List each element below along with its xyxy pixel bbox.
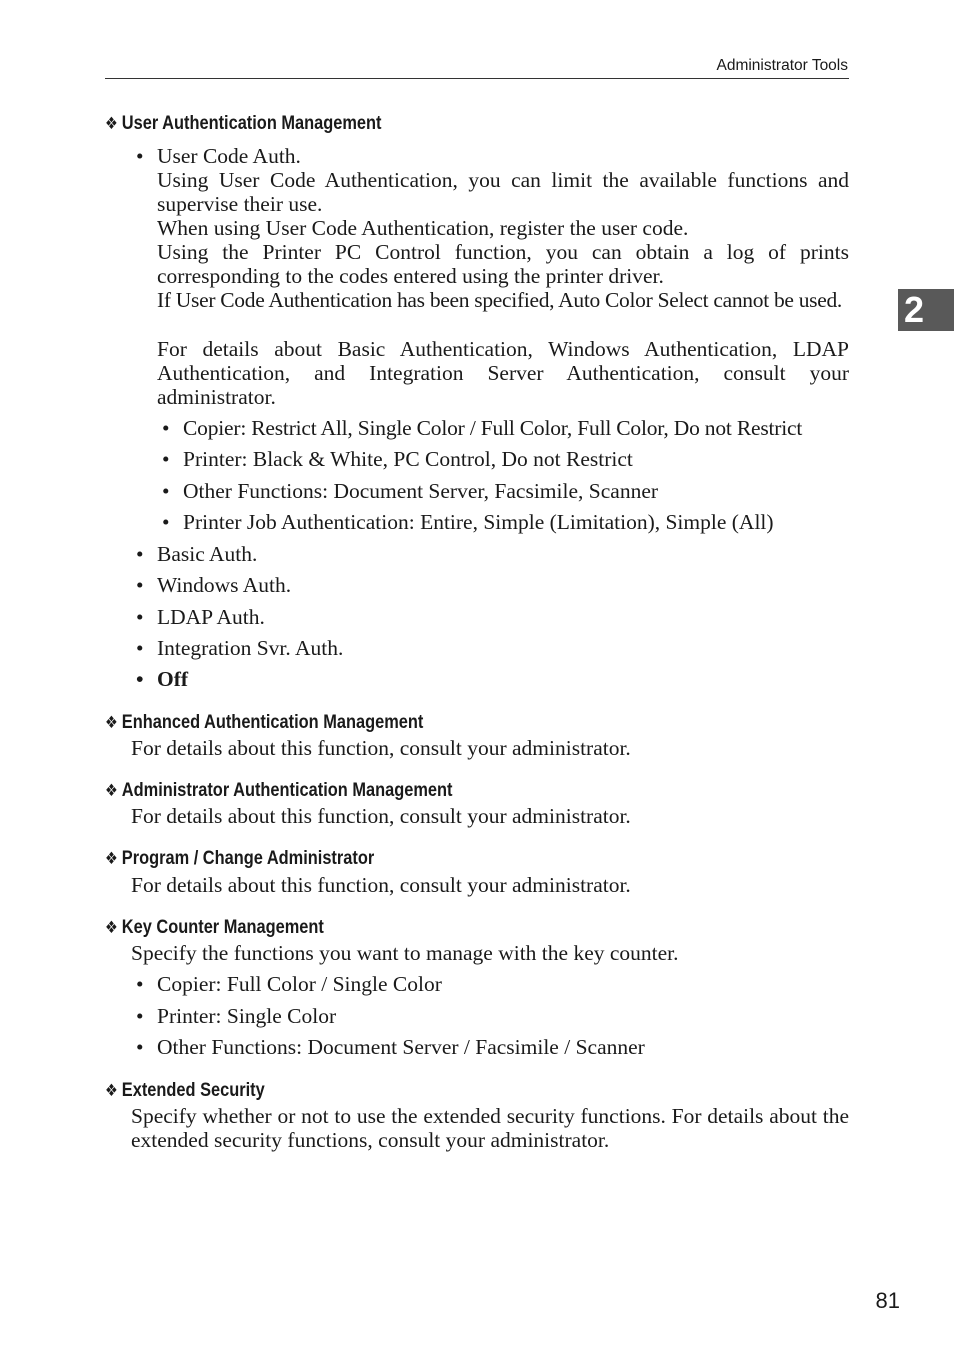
bullet-icon: • bbox=[136, 667, 144, 691]
running-header: Administrator Tools bbox=[716, 57, 848, 74]
bullet-icon: • bbox=[162, 479, 170, 503]
diamond-icon: ❖ bbox=[105, 918, 118, 937]
bullet-icon: • bbox=[162, 447, 170, 471]
diamond-icon: ❖ bbox=[105, 114, 118, 133]
bullet-icon: • bbox=[136, 1004, 144, 1028]
bullet-icon: • bbox=[136, 144, 144, 168]
section-title-extended-security: ❖ Extended Security bbox=[105, 1079, 265, 1101]
list-item: Integration Svr. Auth. bbox=[157, 636, 344, 660]
section-body: For details about this function, consult your administrator. bbox=[131, 804, 631, 828]
bullet-icon: • bbox=[162, 416, 170, 440]
section-body: For details about this function, consult your administrator. bbox=[131, 873, 631, 897]
paragraph: Using the Printer PC Control function, you can obtain a log of prints corresponding to the codes entered using the printer driver. bbox=[157, 240, 849, 288]
paragraph: When using User Code Authentication, register the user code. bbox=[157, 216, 689, 240]
section-title-program-admin: ❖ Program / Change Administrator bbox=[105, 847, 375, 869]
page-number: 81 bbox=[875, 1288, 900, 1313]
bullet-icon: • bbox=[136, 605, 144, 629]
bullet-icon: • bbox=[136, 573, 144, 597]
diamond-icon: ❖ bbox=[105, 849, 118, 868]
sub-list-item: Copier: Restrict All, Single Color / Full Color, Full Color, Do not Restrict bbox=[183, 416, 803, 440]
sub-list-item: Other Functions: Document Server, Facsimile, Scanner bbox=[183, 479, 659, 503]
header-rule bbox=[105, 78, 849, 79]
list-item-off: Off bbox=[157, 667, 189, 691]
paragraph: Using User Code Authentication, you can limit the available functions and supervise their use. bbox=[157, 168, 849, 216]
chapter-tab: 2 bbox=[898, 289, 954, 331]
section-body: Specify the functions you want to manage with the key counter. bbox=[131, 941, 679, 965]
list-item: Basic Auth. bbox=[157, 542, 258, 566]
diamond-icon: ❖ bbox=[105, 713, 118, 732]
bullet-icon: • bbox=[136, 542, 144, 566]
bullet-icon: • bbox=[136, 636, 144, 660]
paragraph: If User Code Authentication has been specified, Auto Color Select cannot be used. bbox=[157, 288, 843, 312]
bullet-icon: • bbox=[136, 1035, 144, 1059]
list-item: Printer: Single Color bbox=[157, 1004, 337, 1028]
bullet-icon: • bbox=[136, 972, 144, 996]
list-item: Windows Auth. bbox=[157, 573, 292, 597]
section-title-user-auth: ❖ User Authentication Management bbox=[105, 112, 382, 134]
list-item: Copier: Full Color / Single Color bbox=[157, 972, 442, 996]
section-title-admin-auth: ❖ Administrator Authentication Management bbox=[105, 779, 453, 801]
section-title-enhanced-auth: ❖ Enhanced Authentication Management bbox=[105, 711, 424, 733]
section-body: For details about this function, consult your administrator. bbox=[131, 736, 631, 760]
diamond-icon: ❖ bbox=[105, 1081, 118, 1100]
paragraph: For details about Basic Authentication, Windows Authentication, LDAP Authentication, and Integration Server Authentication, consult your administrator. bbox=[157, 337, 849, 409]
item-user-code-auth: User Code Auth. bbox=[157, 144, 301, 168]
bullet-icon: • bbox=[162, 510, 170, 534]
list-item: Other Functions: Document Server / Facsimile / Scanner bbox=[157, 1035, 645, 1059]
sub-list-item: Printer Job Authentication: Entire, Simple (Limitation), Simple (All) bbox=[183, 510, 774, 534]
diamond-icon: ❖ bbox=[105, 781, 118, 800]
section-body: Specify whether or not to use the extended security functions. For details about the extended security functions, consult your administrator. bbox=[131, 1104, 849, 1152]
section-title-key-counter: ❖ Key Counter Management bbox=[105, 916, 324, 938]
sub-list-item: Printer: Black & White, PC Control, Do not Restrict bbox=[183, 447, 633, 471]
list-item: LDAP Auth. bbox=[157, 605, 265, 629]
